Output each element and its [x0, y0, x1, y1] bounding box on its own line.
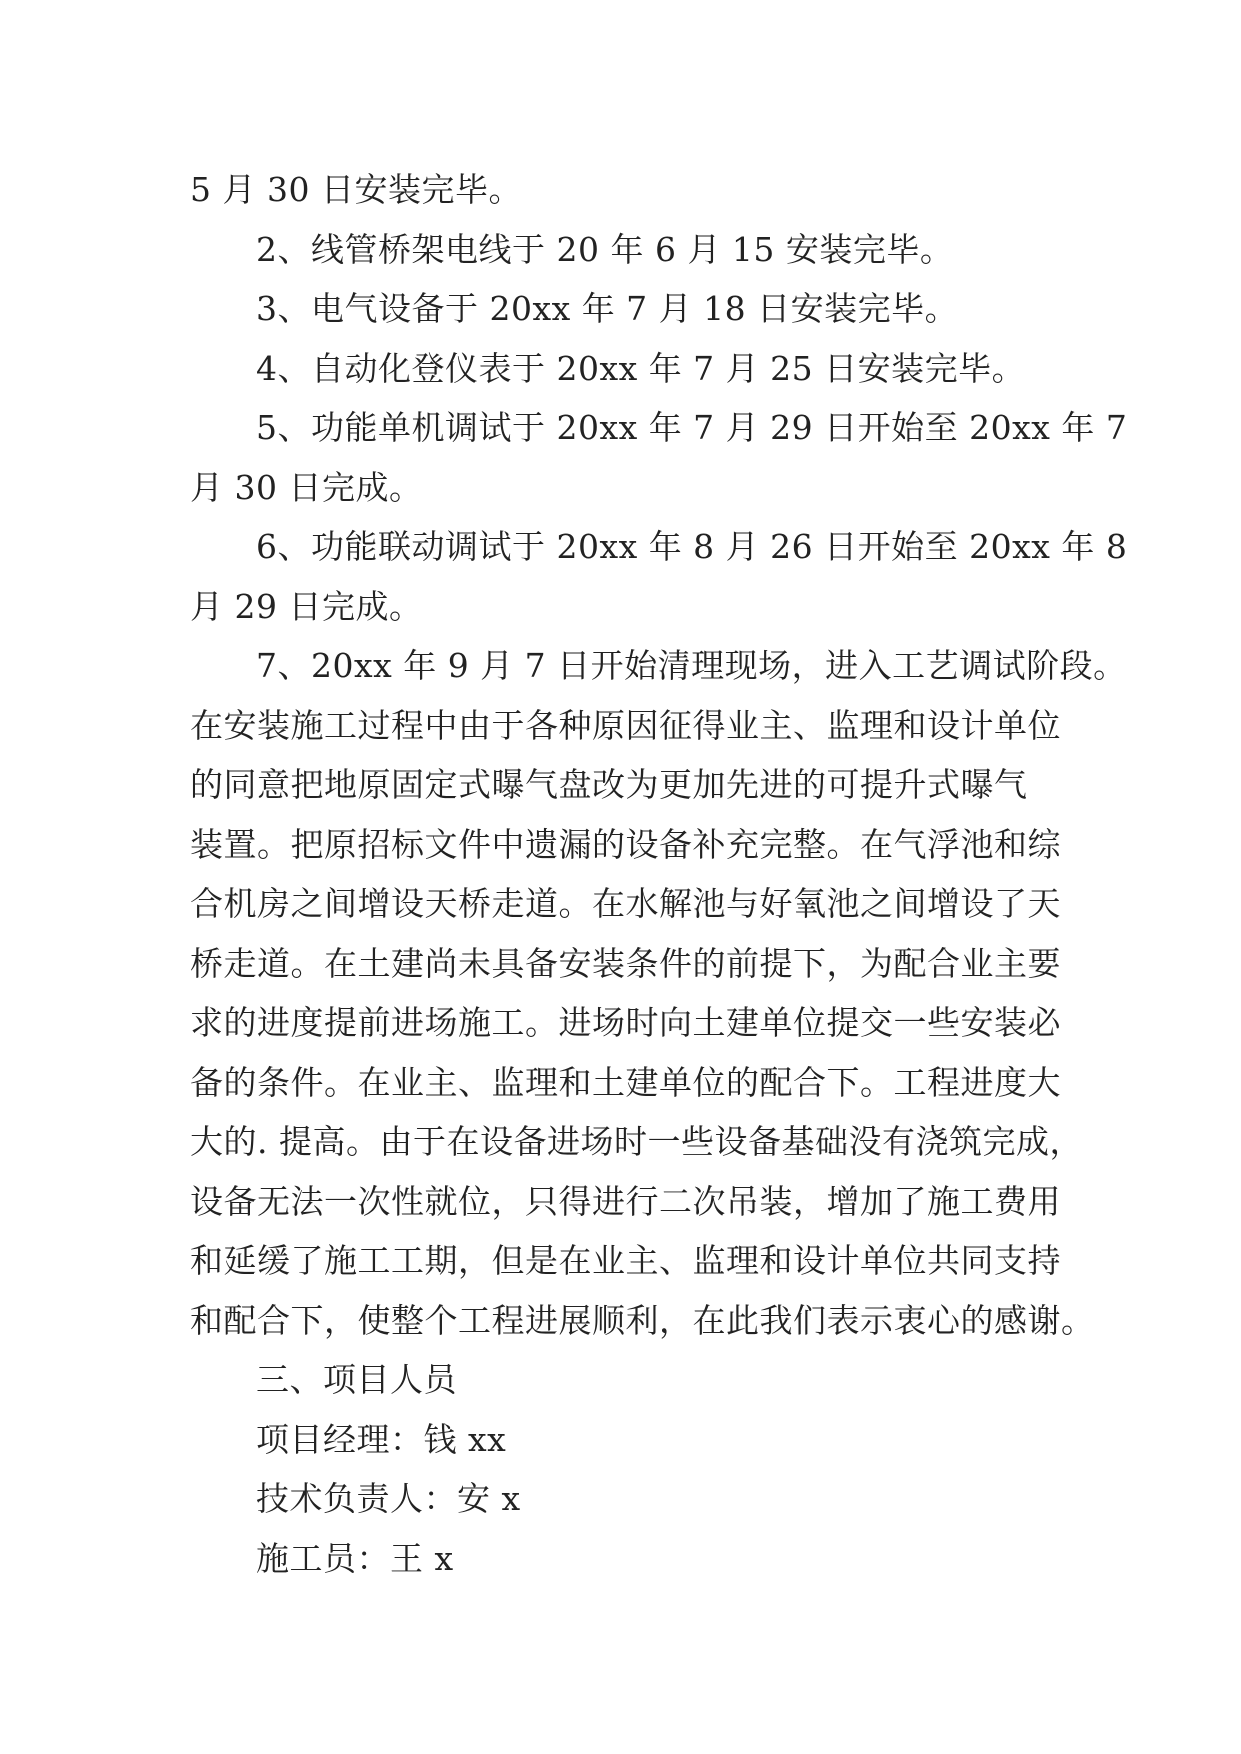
text-line: 装置。把原招标文件中遗漏的设备补充完整。在气浮池和综 [190, 824, 1061, 864]
text-line: 桥走道。在土建尚未具备安装条件的前提下，为配合业主要 [190, 943, 1061, 983]
text-line: 月 29 日完成。 [190, 586, 423, 626]
personnel-constructor: 施工员：王 x [256, 1538, 454, 1578]
personnel-project-manager: 项目经理：钱 xx [256, 1419, 507, 1459]
text-line: 3、电气设备于 20xx 年 7 月 18 日安装完毕。 [256, 289, 959, 328]
text-line: 5、功能单机调试于 20xx 年 7 月 29 日开始至 20xx 年 7 [256, 408, 1128, 447]
document-page [190, 160, 1128, 1588]
text-line: 在安装施工过程中由于各种原因征得业主、监理和设计单位 [190, 705, 1061, 745]
text-line: 合机房之间增设天桥走道。在水解池与好氧池之间增设了天 [190, 884, 1061, 923]
text-line: 求的进度提前进场施工。进场时向土建单位提交一些安装必 [190, 1003, 1061, 1042]
personnel-technical-lead: 技术负责人：安 x [256, 1479, 521, 1518]
section-heading: 三、项目人员 [256, 1360, 457, 1399]
text-line: 大的. 提高。由于在设备进场时一些设备基础没有浇筑完成， [190, 1122, 1083, 1161]
text-line: 4、自动化登仪表于 20xx 年 7 月 25 日安装完毕。 [256, 348, 1026, 388]
text-line: 2、线管桥架电线于 20 年 6 月 15 安装完毕。 [256, 229, 954, 269]
text-line: 7、20xx 年 9 月 7 日开始清理现场，进入工艺调试阶段。 [256, 646, 1127, 685]
text-line: 5 月 30 日安装完毕。 [190, 170, 522, 209]
text-line: 6、功能联动调试于 20xx 年 8 月 26 日开始至 20xx 年 8 [256, 527, 1128, 566]
text-line: 的同意把地原固定式曝气盘改为更加先进的可提升式曝气 [190, 765, 1028, 804]
text-line: 备的条件。在业主、监理和土建单位的配合下。工程进度大 [190, 1062, 1061, 1102]
text-line: 和配合下，使整个工程进展顺利，在此我们表示衷心的感谢。 [190, 1300, 1095, 1340]
text-line: 月 30 日完成。 [190, 467, 423, 507]
text-line: 设备无法一次性就位，只得进行二次吊装，增加了施工费用 [190, 1181, 1061, 1221]
text-line: 和延缓了施工工期，但是在业主、监理和设计单位共同支持 [190, 1241, 1061, 1280]
